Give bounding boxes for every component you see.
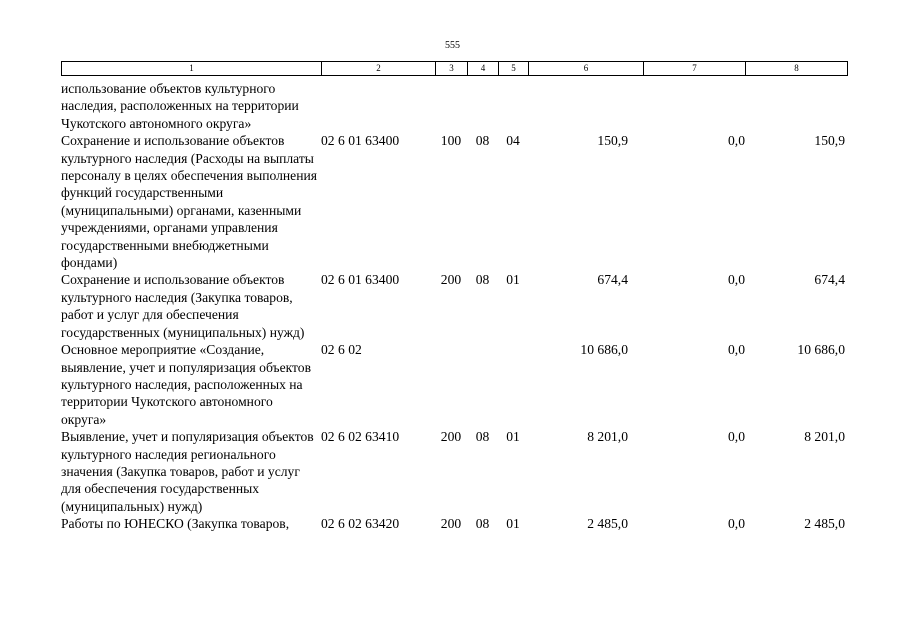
row-col-8: 150,9 — [814, 133, 845, 149]
row-col-8 — [745, 80, 847, 132]
row-col-5: 01 — [506, 429, 520, 445]
row-col-4 — [467, 80, 498, 132]
row-col-3: 200 — [440, 429, 462, 445]
row-name: Выявление, учет и популяризация объектов культурного наследия регионального значения (Закупка товаров, работ и услуг для обеспечения государственных (муниципальных) нужд) — [61, 429, 314, 514]
page-number: 555 — [445, 40, 460, 51]
column-header-7: 7 — [644, 62, 746, 76]
row-col-4: 08 — [475, 272, 490, 288]
row-col-3 — [435, 341, 467, 428]
column-header-1: 1 — [62, 62, 322, 76]
row-col-6: 674,4 — [597, 272, 628, 288]
row-name: Основное мероприятие «Создание, выявление, учет и популяризация объектов культурного наследия, расположенных на территории Чукотского автономного округа» — [61, 342, 312, 427]
row-col-5: 01 — [506, 272, 520, 288]
column-header-5: 5 — [499, 62, 529, 76]
row-name: Работы по ЮНЕСКО (Закупка товаров, — [61, 516, 290, 532]
row-col-8: 674,4 — [814, 272, 845, 288]
row-col-5 — [498, 341, 528, 428]
row-code: 02 6 01 63400 — [321, 272, 400, 288]
row-code: 02 6 01 63400 — [321, 133, 400, 149]
row-col-3: 200 — [440, 516, 462, 532]
column-number-header — [61, 61, 848, 76]
row-col-4: 08 — [475, 133, 490, 149]
row-code: 02 6 02 63410 — [321, 429, 400, 445]
row-col-3 — [435, 80, 467, 132]
row-col-7: 0,0 — [728, 342, 745, 358]
row-col-3: 200 — [440, 272, 462, 288]
row-col-6: 8 201,0 — [587, 429, 628, 445]
column-header-2: 2 — [322, 62, 436, 76]
table-row — [61, 80, 847, 132]
row-col-8: 2 485,0 — [804, 516, 845, 532]
row-col-8: 8 201,0 — [804, 429, 845, 445]
row-col-5 — [498, 80, 528, 132]
row-col-7: 0,0 — [728, 516, 745, 532]
row-col-5: 04 — [506, 133, 520, 149]
row-code: 02 6 02 — [321, 342, 362, 358]
row-col-8: 10 686,0 — [797, 342, 845, 358]
column-header-3: 3 — [436, 62, 468, 76]
table-row — [61, 515, 847, 532]
row-name: Сохранение и использование объектов культурного наследия (Закупка товаров, работ и услуг для обеспечения государственных (муниципальных) нужд) — [61, 272, 305, 340]
row-col-7 — [643, 80, 745, 132]
row-col-5: 01 — [506, 516, 520, 532]
row-col-7: 0,0 — [728, 272, 745, 288]
row-col-6 — [528, 80, 643, 132]
row-col-7: 0,0 — [728, 429, 745, 445]
row-col-6: 150,9 — [597, 133, 628, 149]
row-col-7: 0,0 — [728, 133, 745, 149]
table-body — [61, 80, 847, 533]
row-code — [321, 80, 435, 132]
row-col-3: 100 — [440, 133, 462, 149]
row-code: 02 6 02 63420 — [321, 516, 400, 532]
row-col-4 — [467, 341, 498, 428]
budget-table — [61, 80, 847, 533]
table-row — [61, 341, 847, 428]
table-row — [61, 271, 847, 341]
table-row — [61, 132, 847, 271]
row-name: Сохранение и использование объектов культурного наследия (Расходы на выплаты персоналу в целях обеспечения выполнения функций государственными (муниципальными) органами, казенными учреждениями, органами управления государственными внебюджетными фондами) — [61, 133, 318, 271]
row-col-4: 08 — [475, 429, 490, 445]
column-header-4: 4 — [468, 62, 499, 76]
row-col-6: 10 686,0 — [580, 342, 628, 358]
column-header-8: 8 — [746, 62, 848, 76]
table-row — [61, 428, 847, 515]
column-header-6: 6 — [529, 62, 644, 76]
row-col-6: 2 485,0 — [587, 516, 628, 532]
row-col-4: 08 — [475, 516, 490, 532]
row-name: использование объектов культурного наследия, расположенных на территории Чукотского автономного округа» — [61, 81, 299, 131]
